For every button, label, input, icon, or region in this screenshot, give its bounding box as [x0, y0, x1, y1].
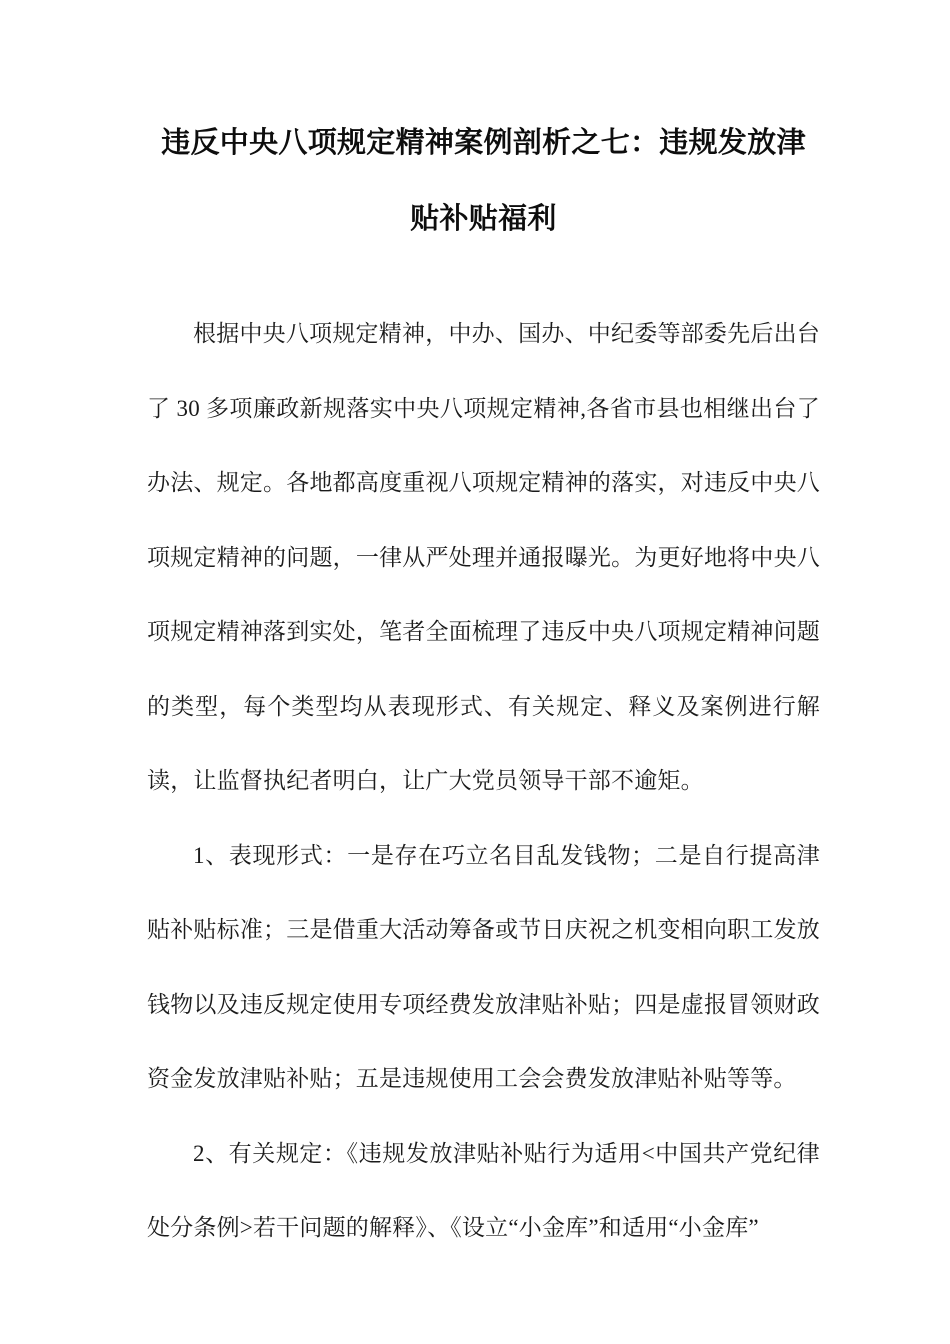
document-title: 违反中央八项规定精神案例剖析之七：违规发放津贴补贴福利 [161, 127, 806, 235]
document-body [147, 297, 820, 1266]
paragraph: 根据中央八项规定精神，中办、国办、中纪委等部委先后出台了 30 多项廉政新规落实中央八项规定精神,各省市县也相继出台了办法、规定。各地都高度重视八项规定精神的落实，对违反中央八项规定精神的问题，一律从严处理并通报曝光。为更好地将中央八项规定精神落到实处，笔者全面梳理了违反中央八项规定精神问题的类型，每个类型均从表现形式、有关规定、释义及案例进行解读，让监督执纪者明白，让广大党员领导干部不逾矩。 [147, 321, 820, 793]
document-content [147, 105, 820, 1266]
paragraph: 2、有关规定：《违规发放津贴补贴行为适用<中国共产党纪律处分条例>若干问题的解释》、《设立“小金库”和适用“小金库” [147, 1140, 820, 1240]
paragraph: 1、表现形式：一是存在巧立名目乱发钱物；二是自行提高津贴补贴标准；三是借重大活动筹备或节日庆祝之机变相向职工发放钱物以及违反规定使用专项经费发放津贴补贴；四是虚报冒领财政资金发放津贴补贴；五是违规使用工会会费发放津贴补贴等等。 [147, 842, 820, 1091]
